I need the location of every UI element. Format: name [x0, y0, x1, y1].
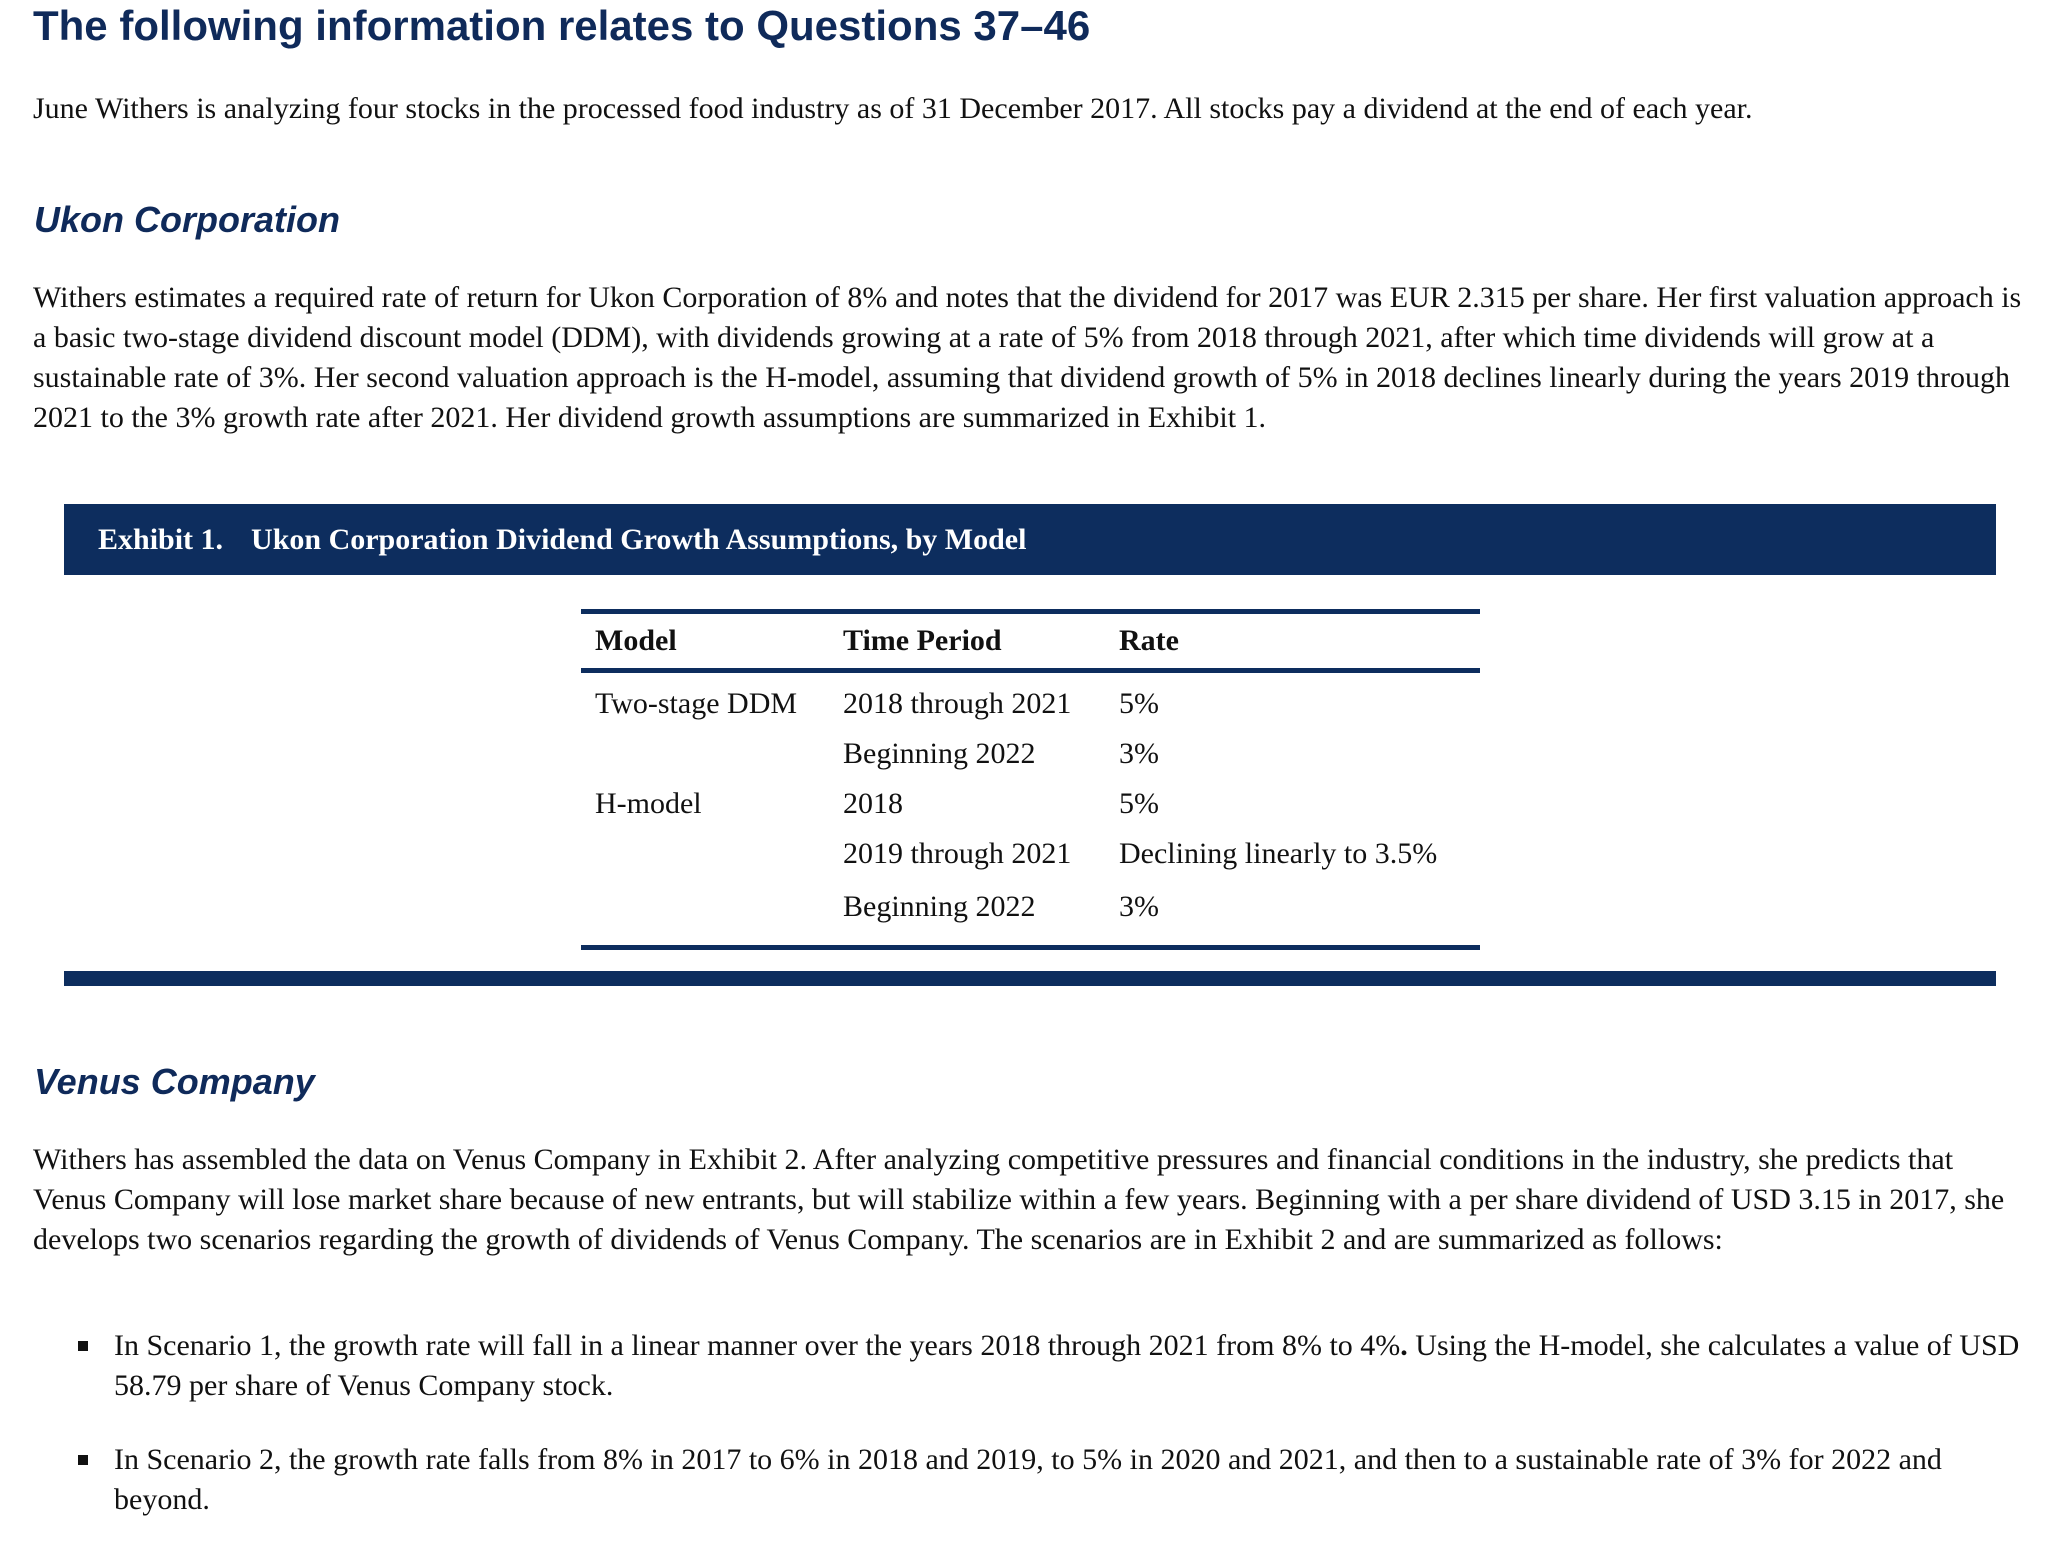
cell-time-period: 2018: [843, 787, 903, 820]
table-header-row: [581, 612, 1480, 671]
exhibit-1-title: Ukon Corporation Dividend Growth Assumptions, by Model: [251, 522, 1027, 556]
scenario-1-text-continued: Using the H-model, she calculates a value of USD 58.79 per share of Venus Company stock.: [114, 1329, 2020, 1402]
square-bullet-icon: [78, 1341, 88, 1351]
scenario-1-text: In Scenario 1, the growth rate will fall in a linear manner over the years 2018 through 2021 from 8% to 4%: [114, 1329, 1401, 1362]
cell-time-period: 2019 through 2021: [843, 837, 1072, 870]
venus-paragraph: Withers has assembled the data on Venus Company in Exhibit 2. After analyzing competitive pressures and financial conditions in the industry, she predicts that Venus Company will lose market share because of new entrants, but will stabilize within a few years. Beginning with a per share dividend of USD 3.15 in 2017, she develops two scenarios regarding the growth of dividends of Venus Company. The scenarios are in Exhibit 2 and are summarized as follows:: [33, 1143, 2005, 1256]
scenario-list: [76, 1326, 2026, 1554]
list-item: [76, 1326, 2026, 1406]
column-header-rate: Rate: [1119, 624, 1179, 657]
cell-rate: Declining linearly to 3.5%: [1119, 837, 1438, 870]
cell-rate: 3%: [1119, 737, 1159, 770]
table-row: [581, 879, 1480, 948]
cell-model: H-model: [595, 787, 702, 820]
table-row: [581, 829, 1480, 879]
ukon-paragraph: Withers estimates a required rate of return for Ukon Corporation of 8% and notes that the dividend for 2017 was EUR 2.315 per share. Her first valuation approach is a basic two-stage dividend discount model (DDM), with dividends growing at a rate of 5% from 2018 through 2021, after which time dividends will grow at a sustainable rate of 3%. Her second valuation approach is the H-model, assuming that dividend growth of 5% in 2018 declines linearly during the years 2019 through 2021 to the 3% growth rate after 2021. Her dividend growth assumptions are summarized in Exhibit 1.: [33, 281, 2022, 434]
exhibit-1-banner: [64, 504, 1996, 575]
page-title: The following information relates to Questions 37–46: [33, 2, 1091, 49]
exhibit-1-table: [581, 609, 1480, 950]
intro-paragraph: June Withers is analyzing four stocks in the processed food industry as of 31 December 2017. All stocks pay a dividend at the end of each year.: [33, 92, 1753, 125]
cell-time-period: Beginning 2022: [843, 890, 1036, 923]
cell-model: [581, 879, 829, 948]
column-header-model: Model: [595, 624, 677, 657]
venus-heading: Venus Company: [34, 1061, 315, 1102]
square-bullet-icon: [78, 1455, 88, 1465]
table-row: [581, 671, 1480, 730]
scenario-2-text: In Scenario 2, the growth rate falls from 8% in 2017 to 6% in 2018 and 2019, to 5% in 2020 and 2021, and then to a sustainable rate of 3% for 2022 and beyond.: [114, 1443, 1942, 1516]
cell-rate: 5%: [1119, 687, 1159, 720]
exhibit-1-number: Exhibit 1.: [98, 522, 224, 556]
ukon-heading: Ukon Corporation: [34, 199, 340, 240]
scenario-1-emphasis: .: [1400, 1329, 1408, 1362]
cell-rate: 5%: [1119, 787, 1159, 820]
cell-time-period: Beginning 2022: [843, 737, 1036, 770]
cell-time-period: 2018 through 2021: [843, 687, 1072, 720]
cell-model: Two-stage DDM: [595, 687, 798, 720]
column-header-time-period: Time Period: [843, 624, 1002, 657]
cell-model: [581, 729, 829, 779]
table-row: [581, 779, 1480, 829]
cell-rate: 3%: [1119, 890, 1159, 923]
exhibit-1-bottom-rule: [64, 971, 1996, 986]
table-row: [581, 729, 1480, 779]
cell-model: [581, 829, 829, 879]
list-item: [76, 1440, 2026, 1520]
